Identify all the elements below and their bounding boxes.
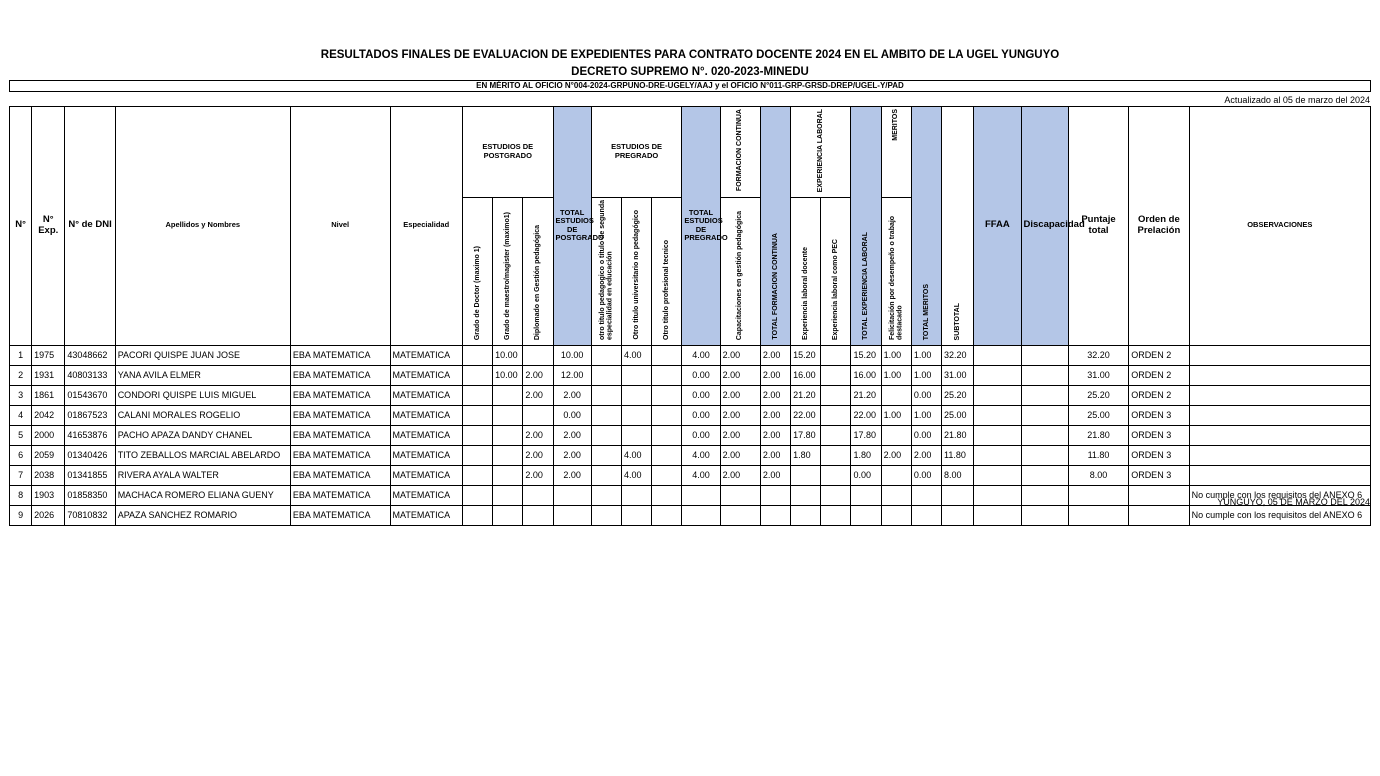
cell-edoc — [791, 505, 821, 525]
cell-fel: 2.00 — [881, 445, 911, 465]
table-row — [10, 405, 1371, 425]
cell-mae — [493, 505, 523, 525]
cell-n: 6 — [10, 445, 32, 465]
cell-mae — [493, 485, 523, 505]
cell-epec — [821, 405, 851, 425]
cell-tfor — [760, 485, 790, 505]
cell-dip — [523, 345, 553, 365]
col-grado-maestro: Grado de maestro/magister (maximo1) — [493, 197, 523, 345]
cell-mae — [493, 425, 523, 445]
cell-tmer: 1.00 — [911, 405, 941, 425]
cell-fel — [881, 385, 911, 405]
cell-orden: ORDEN 2 — [1129, 345, 1189, 365]
cell-obs — [1189, 465, 1370, 485]
cell-exp: 2038 — [32, 465, 65, 485]
cell-cap: 2.00 — [720, 465, 760, 485]
cell-epec — [821, 425, 851, 445]
table-row — [10, 385, 1371, 405]
cell-uni: 4.00 — [621, 465, 651, 485]
cell-seg — [591, 465, 621, 485]
table-row — [10, 485, 1371, 505]
cell-tmer: 2.00 — [911, 445, 941, 465]
col-orden: Orden de Prelación — [1129, 107, 1189, 346]
col-diplomado: Diplomado en Gestión pedagógica — [523, 197, 553, 345]
cell-doc — [462, 365, 492, 385]
table-row — [10, 425, 1371, 445]
cell-uni — [621, 505, 651, 525]
cell-n: 4 — [10, 405, 32, 425]
cell-dni: 41653876 — [65, 425, 115, 445]
table-row — [10, 465, 1371, 485]
cell-edoc: 22.00 — [791, 405, 821, 425]
cell-exp: 2059 — [32, 445, 65, 465]
cell-tmer: 0.00 — [911, 465, 941, 485]
cell-tpost — [553, 485, 591, 505]
cell-esp: MATEMATICA — [390, 445, 462, 465]
cell-dni: 01858350 — [65, 485, 115, 505]
cell-n: 2 — [10, 365, 32, 385]
cell-texp: 21.20 — [851, 385, 881, 405]
cell-mae: 10.00 — [493, 365, 523, 385]
cell-cap: 2.00 — [720, 345, 760, 365]
cell-disc — [1021, 385, 1068, 405]
footer-place-date: YUNGUYO, 05 DE MARZO DEL 2024 — [1217, 497, 1370, 507]
cell-name: CONDORI QUISPE LUIS MIGUEL — [115, 385, 290, 405]
cell-sub — [942, 485, 974, 505]
col-grado-doctor: Grado de Doctor (maximo 1) — [462, 197, 492, 345]
cell-nivel: EBA MATEMATICA — [290, 505, 390, 525]
cell-fel — [881, 425, 911, 445]
cell-cap: 2.00 — [720, 365, 760, 385]
cell-mae — [493, 445, 523, 465]
cell-tpost: 0.00 — [553, 405, 591, 425]
cell-tfor: 2.00 — [760, 385, 790, 405]
cell-punt — [1068, 485, 1128, 505]
cell-seg — [591, 345, 621, 365]
cell-tmer — [911, 485, 941, 505]
cell-orden: ORDEN 3 — [1129, 445, 1189, 465]
cell-exp: 2042 — [32, 405, 65, 425]
decree-subtitle: DECRETO SUPREMO N°. 020-2023-MINEDU — [571, 66, 809, 78]
cell-tpre: 0.00 — [682, 405, 720, 425]
cell-mae — [493, 465, 523, 485]
cell-orden: ORDEN 2 — [1129, 385, 1189, 405]
cell-dip: 2.00 — [523, 425, 553, 445]
cell-tpre: 4.00 — [682, 345, 720, 365]
cell-edoc: 1.80 — [791, 445, 821, 465]
cell-name: PACHO APAZA DANDY CHANEL — [115, 425, 290, 445]
cell-fel: 1.00 — [881, 405, 911, 425]
col-exp: N° Exp. — [32, 107, 65, 346]
cell-epec — [821, 365, 851, 385]
col-n: N° — [10, 107, 32, 346]
cell-tpost — [553, 505, 591, 525]
col-especialidad: Especialidad — [390, 107, 462, 346]
cell-fel: 1.00 — [881, 365, 911, 385]
cell-tpost: 2.00 — [553, 425, 591, 445]
col-titulo-segunda: otro titulo pedagogico o titulo de segunda especialidad en educación — [591, 197, 621, 345]
cell-edoc: 21.20 — [791, 385, 821, 405]
col-otro-tecnico: Otro titulo profesional tecnico — [652, 197, 682, 345]
col-dni: N° de DNI — [65, 107, 115, 346]
cell-dip: 2.00 — [523, 445, 553, 465]
cell-texp: 22.00 — [851, 405, 881, 425]
cell-exp: 1903 — [32, 485, 65, 505]
cell-uni — [621, 485, 651, 505]
cell-esp: MATEMATICA — [390, 365, 462, 385]
table-row — [10, 505, 1371, 525]
cell-doc — [462, 465, 492, 485]
cell-texp: 16.00 — [851, 365, 881, 385]
cell-fel — [881, 465, 911, 485]
cell-seg — [591, 385, 621, 405]
cell-sub — [942, 505, 974, 525]
cell-orden: ORDEN 3 — [1129, 425, 1189, 445]
cell-tpost: 2.00 — [553, 445, 591, 465]
cell-tfor — [760, 505, 790, 525]
cell-obs — [1189, 405, 1370, 425]
cell-name: TITO ZEBALLOS MARCIAL ABELARDO — [115, 445, 290, 465]
cell-cap: 2.00 — [720, 445, 760, 465]
col-subtotal: SUBTOTAL — [942, 107, 974, 346]
cell-mae: 10.00 — [493, 345, 523, 365]
cell-cap — [720, 505, 760, 525]
col-ffaa: FFAA — [974, 107, 1021, 346]
cell-tpre — [682, 505, 720, 525]
cell-orden — [1129, 485, 1189, 505]
col-total-formacion: TOTAL FORMACION CONTINUA — [760, 107, 790, 346]
cell-tec — [652, 505, 682, 525]
cell-tpost: 10.00 — [553, 345, 591, 365]
cell-name: MACHACA ROMERO ELIANA GUENY — [115, 485, 290, 505]
cell-dni: 70810832 — [65, 505, 115, 525]
cell-dip — [523, 505, 553, 525]
cell-texp — [851, 505, 881, 525]
cell-epec — [821, 345, 851, 365]
col-otro-universitario: Otro titulo universitario no pedagógico — [621, 197, 651, 345]
cell-edoc — [791, 485, 821, 505]
cell-tec — [652, 445, 682, 465]
cell-punt: 25.00 — [1068, 405, 1128, 425]
cell-dip: 2.00 — [523, 385, 553, 405]
cell-obs — [1189, 445, 1370, 465]
cell-obs — [1189, 425, 1370, 445]
cell-tfor: 2.00 — [760, 445, 790, 465]
document-title: RESULTADOS FINALES DE EVALUACION DE EXPEDIENTES PARA CONTRATO DOCENTE 2024 EN EL AMBITO DE LA UGEL YUNGUYO — [320, 49, 1060, 61]
cell-punt: 8.00 — [1068, 465, 1128, 485]
cell-tfor: 2.00 — [760, 425, 790, 445]
cell-exp: 1931 — [32, 365, 65, 385]
cell-sub: 25.00 — [942, 405, 974, 425]
cell-esp: MATEMATICA — [390, 345, 462, 365]
cell-nivel: EBA MATEMATICA — [290, 485, 390, 505]
cell-ffaa — [974, 345, 1021, 365]
cell-name: PACORI QUISPE JUAN JOSE — [115, 345, 290, 365]
cell-nivel: EBA MATEMATICA — [290, 445, 390, 465]
cell-edoc: 17.80 — [791, 425, 821, 445]
cell-dip — [523, 485, 553, 505]
cell-texp: 0.00 — [851, 465, 881, 485]
cell-n: 3 — [10, 385, 32, 405]
cell-texp — [851, 485, 881, 505]
cell-obs: No cumple con los requisitos del ANEXO 6 — [1189, 485, 1370, 505]
cell-disc — [1021, 345, 1068, 365]
cell-tfor: 2.00 — [760, 405, 790, 425]
cell-seg — [591, 405, 621, 425]
cell-name: APAZA SANCHEZ ROMARIO — [115, 505, 290, 525]
cell-ffaa — [974, 425, 1021, 445]
table-row — [10, 445, 1371, 465]
group-postgrado: ESTUDIOS DE POSTGRADO — [462, 107, 553, 198]
cell-tpre: 0.00 — [682, 365, 720, 385]
cell-epec — [821, 445, 851, 465]
cell-nivel: EBA MATEMATICA — [290, 365, 390, 385]
cell-cap: 2.00 — [720, 425, 760, 445]
cell-epec — [821, 485, 851, 505]
cell-obs — [1189, 365, 1370, 385]
cell-doc — [462, 505, 492, 525]
cell-uni — [621, 365, 651, 385]
cell-epec — [821, 385, 851, 405]
cell-tmer: 1.00 — [911, 345, 941, 365]
cell-ffaa — [974, 505, 1021, 525]
col-name: Apellidos y Nombres — [115, 107, 290, 346]
col-exp-pec: Experiencia laboral como PEC — [821, 197, 851, 345]
cell-tpost: 2.00 — [553, 465, 591, 485]
group-experiencia: EXPERIENCIA LABORAL — [791, 107, 851, 198]
cell-tpre: 4.00 — [682, 445, 720, 465]
cell-dni: 01867523 — [65, 405, 115, 425]
cell-exp: 1975 — [32, 345, 65, 365]
cell-disc — [1021, 505, 1068, 525]
cell-nivel: EBA MATEMATICA — [290, 345, 390, 365]
cell-n: 8 — [10, 485, 32, 505]
cell-tmer — [911, 505, 941, 525]
cell-esp: MATEMATICA — [390, 425, 462, 445]
results-table — [9, 106, 1371, 526]
cell-fel — [881, 485, 911, 505]
col-puntaje: Puntaje total — [1068, 107, 1128, 346]
col-nivel: Nivel — [290, 107, 390, 346]
cell-sub: 11.80 — [942, 445, 974, 465]
cell-edoc — [791, 465, 821, 485]
cell-tec — [652, 345, 682, 365]
cell-n: 7 — [10, 465, 32, 485]
col-total-postgrado: TOTAL ESTUDIOS DE POSTGRADO — [553, 107, 591, 346]
cell-orden: ORDEN 3 — [1129, 465, 1189, 485]
cell-sub: 31.00 — [942, 365, 974, 385]
cell-disc — [1021, 485, 1068, 505]
cell-uni — [621, 425, 651, 445]
cell-ffaa — [974, 485, 1021, 505]
cell-n: 9 — [10, 505, 32, 525]
cell-punt: 21.80 — [1068, 425, 1128, 445]
cell-n: 5 — [10, 425, 32, 445]
cell-punt — [1068, 505, 1128, 525]
group-pregrado: ESTUDIOS DE PREGRADO — [591, 107, 682, 198]
cell-exp: 2026 — [32, 505, 65, 525]
cell-orden: ORDEN 3 — [1129, 405, 1189, 425]
cell-obs — [1189, 345, 1370, 365]
cell-tec — [652, 425, 682, 445]
cell-doc — [462, 405, 492, 425]
cell-esp: MATEMATICA — [390, 465, 462, 485]
cell-uni: 4.00 — [621, 445, 651, 465]
cell-punt: 32.20 — [1068, 345, 1128, 365]
cell-tfor: 2.00 — [760, 365, 790, 385]
cell-name: YANA AVILA ELMER — [115, 365, 290, 385]
cell-fel — [881, 505, 911, 525]
col-felicitacion: Felicitación por desempeño o trabajo destacado — [881, 197, 911, 345]
table-row — [10, 345, 1371, 365]
cell-dni: 01543670 — [65, 385, 115, 405]
cell-doc — [462, 385, 492, 405]
cell-tfor: 2.00 — [760, 465, 790, 485]
cell-esp: MATEMATICA — [390, 385, 462, 405]
cell-tpre — [682, 485, 720, 505]
cell-disc — [1021, 445, 1068, 465]
cell-esp: MATEMATICA — [390, 405, 462, 425]
cell-tpre: 0.00 — [682, 385, 720, 405]
cell-cap: 2.00 — [720, 405, 760, 425]
cell-ffaa — [974, 445, 1021, 465]
cell-punt: 31.00 — [1068, 365, 1128, 385]
cell-disc — [1021, 425, 1068, 445]
cell-dni: 01340426 — [65, 445, 115, 465]
cell-nivel: EBA MATEMATICA — [290, 385, 390, 405]
col-total-meritos: TOTAL MERITOS — [911, 107, 941, 346]
cell-disc — [1021, 365, 1068, 385]
cell-esp: MATEMATICA — [390, 485, 462, 505]
cell-ffaa — [974, 405, 1021, 425]
cell-seg — [591, 365, 621, 385]
cell-tmer: 0.00 — [911, 385, 941, 405]
cell-doc — [462, 485, 492, 505]
col-capacitaciones: Capacitaciones en gestión pedagógica — [720, 197, 760, 345]
cell-name: RIVERA AYALA WALTER — [115, 465, 290, 485]
cell-tec — [652, 385, 682, 405]
cell-texp: 15.20 — [851, 345, 881, 365]
cell-mae — [493, 385, 523, 405]
cell-tpre: 4.00 — [682, 465, 720, 485]
cell-disc — [1021, 465, 1068, 485]
cell-mae — [493, 405, 523, 425]
cell-tpost: 2.00 — [553, 385, 591, 405]
cell-dni: 01341855 — [65, 465, 115, 485]
cell-exp: 2000 — [32, 425, 65, 445]
cell-dni: 40803133 — [65, 365, 115, 385]
cell-dip: 2.00 — [523, 365, 553, 385]
cell-fel: 1.00 — [881, 345, 911, 365]
table-row — [10, 365, 1371, 385]
cell-orden — [1129, 505, 1189, 525]
cell-edoc: 16.00 — [791, 365, 821, 385]
cell-seg — [591, 445, 621, 465]
cell-tmer: 1.00 — [911, 365, 941, 385]
cell-ffaa — [974, 365, 1021, 385]
cell-ffaa — [974, 465, 1021, 485]
cell-seg — [591, 425, 621, 445]
cell-dip — [523, 405, 553, 425]
cell-epec — [821, 505, 851, 525]
col-total-pregrado: TOTAL ESTUDIOS DE PREGRADO — [682, 107, 720, 346]
cell-uni: 4.00 — [621, 345, 651, 365]
cell-seg — [591, 485, 621, 505]
group-formacion: FORMACION CONTINUA — [720, 107, 760, 198]
cell-doc — [462, 345, 492, 365]
cell-seg — [591, 505, 621, 525]
cell-edoc: 15.20 — [791, 345, 821, 365]
cell-cap — [720, 485, 760, 505]
cell-nivel: EBA MATEMATICA — [290, 465, 390, 485]
cell-cap: 2.00 — [720, 385, 760, 405]
cell-texp: 17.80 — [851, 425, 881, 445]
cell-obs — [1189, 385, 1370, 405]
cell-ffaa — [974, 385, 1021, 405]
cell-texp: 1.80 — [851, 445, 881, 465]
group-meritos: MERITOS — [881, 107, 911, 198]
cell-dip: 2.00 — [523, 465, 553, 485]
cell-disc — [1021, 405, 1068, 425]
col-observaciones: OBSERVACIONES — [1189, 107, 1370, 346]
cell-dni: 43048662 — [65, 345, 115, 365]
reference-line: EN MÉRITO AL OFICIO N°004-2024-GRPUNO-DRE-UGELY/AAJ y el OFICIO N°011-GRP-GRSD-DREP/UGEL-Y/PAD — [9, 80, 1371, 92]
cell-exp: 1861 — [32, 385, 65, 405]
cell-name: CALANI MORALES ROGELIO — [115, 405, 290, 425]
cell-sub: 8.00 — [942, 465, 974, 485]
col-discapacidad: Discapacidad — [1021, 107, 1068, 346]
cell-nivel: EBA MATEMATICA — [290, 425, 390, 445]
col-total-experiencia: TOTAL EXPERIENCIA LABORAL — [851, 107, 881, 346]
cell-uni — [621, 385, 651, 405]
cell-punt: 11.80 — [1068, 445, 1128, 465]
results-body — [10, 345, 1371, 525]
cell-tpost: 12.00 — [553, 365, 591, 385]
cell-nivel: EBA MATEMATICA — [290, 405, 390, 425]
cell-epec — [821, 465, 851, 485]
updated-date: Actualizado al 05 de marzo del 2024 — [1224, 95, 1370, 105]
cell-doc — [462, 445, 492, 465]
col-exp-docente: Experiencia laboral docente — [791, 197, 821, 345]
cell-tfor: 2.00 — [760, 345, 790, 365]
cell-tmer: 0.00 — [911, 425, 941, 445]
cell-tec — [652, 365, 682, 385]
cell-tec — [652, 465, 682, 485]
cell-sub: 25.20 — [942, 385, 974, 405]
cell-doc — [462, 425, 492, 445]
cell-obs: No cumple con los requisitos del ANEXO 6 — [1189, 505, 1370, 525]
cell-sub: 21.80 — [942, 425, 974, 445]
cell-punt: 25.20 — [1068, 385, 1128, 405]
cell-tpre: 0.00 — [682, 425, 720, 445]
cell-n: 1 — [10, 345, 32, 365]
cell-esp: MATEMATICA — [390, 505, 462, 525]
cell-tec — [652, 485, 682, 505]
cell-tec — [652, 405, 682, 425]
cell-uni — [621, 405, 651, 425]
cell-orden: ORDEN 2 — [1129, 365, 1189, 385]
cell-sub: 32.20 — [942, 345, 974, 365]
